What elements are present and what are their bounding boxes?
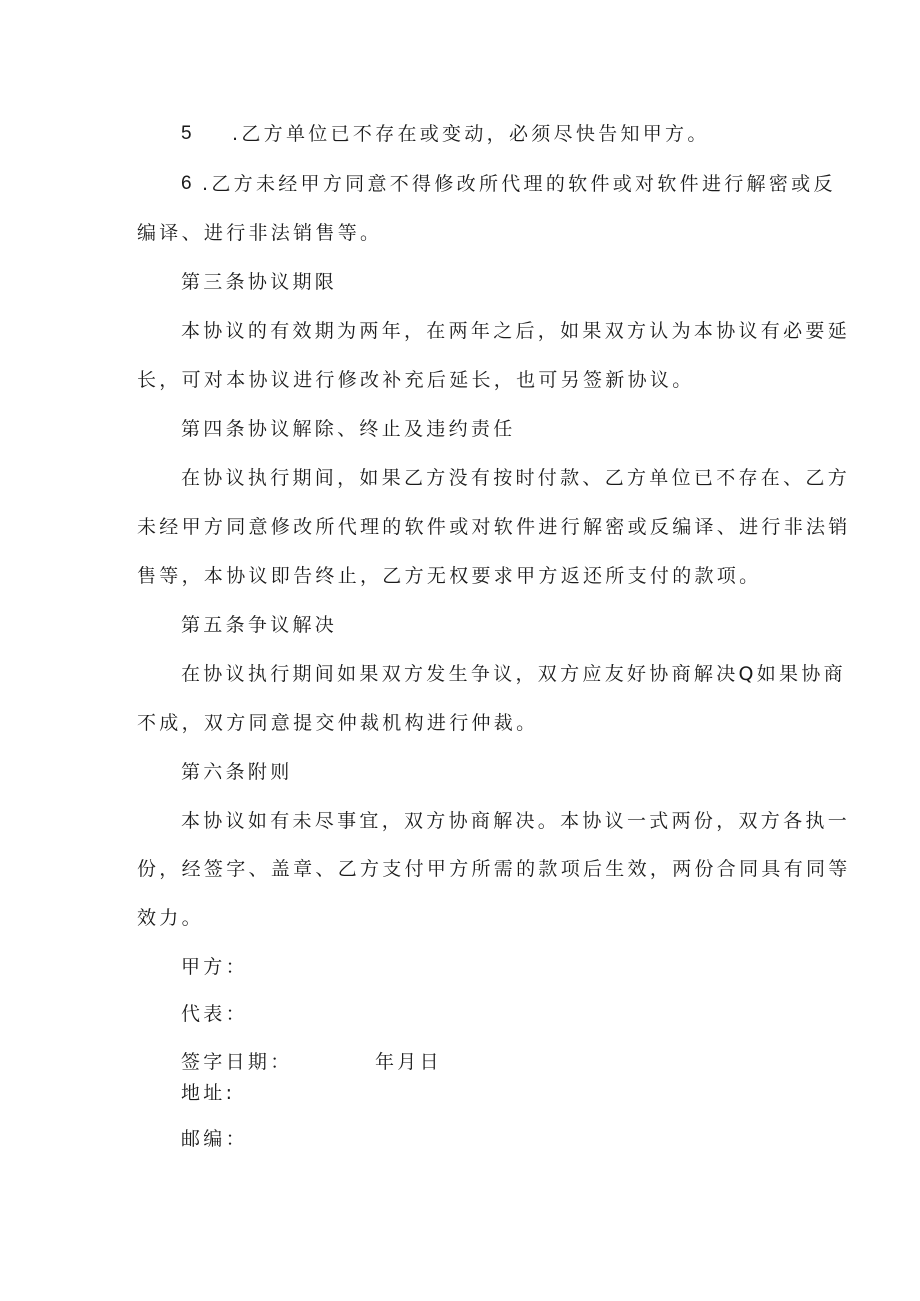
article-6-line-3: 效力。 [137,907,204,929]
representative-label: 代表： [181,1003,248,1025]
article-6-line-2: 份，经签字、盖章、乙方支付甲方所需的款项后生效，两份合同具有同等 [137,858,851,880]
item-6-line-2: 编译、进行非法销售等。 [137,222,383,244]
article-5-heading: 第五条争议解决 [181,614,338,636]
item-6-line-1: .乙方未经甲方同意不得修改所代理的软件或对软件进行解密或反 [202,173,836,195]
item-6-number: 6 [181,173,192,194]
article-5-line-1: 在协议执行期间如果双方发生争议，双方应友好协商解决Q如果协商 [181,663,846,685]
article-3-heading: 第三条协议期限 [181,271,338,293]
article-6-heading: 第六条附则 [181,761,293,783]
postcode-label: 邮编： [181,1128,248,1150]
address-label: 地址: [181,1082,236,1104]
article-3-line-2: 长，可对本协议进行修改补充后延长，也可另签新协议。 [137,369,695,391]
sign-date-label: 签字日期： [181,1051,293,1073]
sign-date-value: 年月日 [375,1051,442,1073]
article-3-line-1: 本协议的有效期为两年，在两年之后，如果双方认为本协议有必要延 [181,320,851,342]
article-4-line-1: 在协议执行期间，如果乙方没有按时付款、乙方单位已不存在、乙方 [181,467,851,489]
article-6-line-1: 本协议如有未尽事宜，双方协商解决。本协议一式两份，双方各执一 [181,810,851,832]
article-4-heading: 第四条协议解除、终止及违约责任 [181,418,516,440]
item-5-number: 5 [181,123,192,144]
article-4-line-3: 售等，本协议即告终止，乙方无权要求甲方返还所支付的款项。 [137,565,762,587]
article-5-line-2: 不成，双方同意提交仲裁机构进行仲裁。 [137,712,539,734]
party-a-label: 甲方： [181,956,248,978]
item-5-text: .乙方单位已不存在或变动，必须尽快告知甲方。 [232,123,710,145]
article-4-line-2: 未经甲方同意修改所代理的软件或对软件进行解密或反编译、进行非法销 [137,516,851,538]
